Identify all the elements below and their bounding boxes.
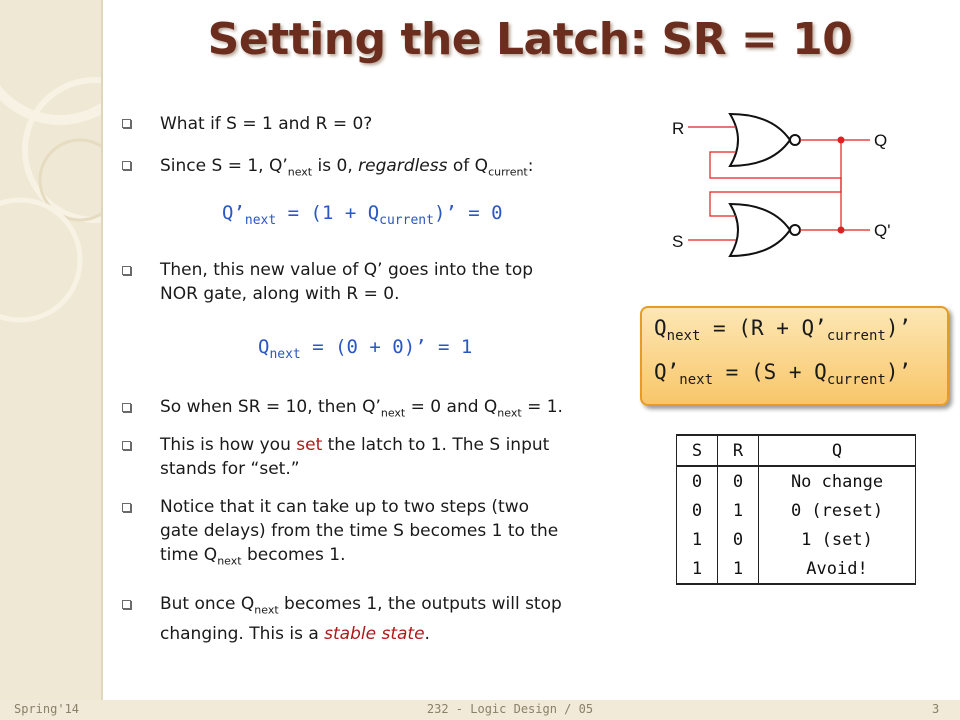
table-row (677, 525, 916, 554)
bullet-marker (122, 441, 131, 453)
sr-truth-table (676, 434, 916, 585)
cell-s: 1 (677, 554, 718, 584)
nor-bubble-top (790, 135, 800, 145)
cell-q: Avoid! (759, 554, 916, 584)
footer-course: 232 - Logic Design / 05 (426, 702, 594, 716)
bullet-text: So when SR = 10, then $Q’_{next} = 0$ and $Q_{next} = 1$. (160, 397, 563, 420)
bullet-marker (122, 266, 131, 278)
equation-q-next: $Q_{next} = (0 + 0)$’ = 1 (258, 336, 473, 362)
label-q-prime: Q' (874, 221, 891, 240)
slide-number: 3 (932, 702, 940, 716)
header-r: R (718, 435, 759, 466)
formula-box (640, 306, 949, 406)
bullet-marker (122, 600, 131, 612)
cell-r: 0 (718, 525, 759, 554)
bullet-text: What if S = 1 and R = 0? (160, 114, 373, 134)
bullet-text: This is how you set the latch to 1. The S input stands for “set.” (160, 435, 550, 479)
cell-q: 1 (set) (759, 525, 916, 554)
bullet-marker (122, 503, 131, 515)
bullet-marker (122, 403, 131, 415)
bullet-marker (122, 161, 131, 173)
header-s: S (677, 435, 718, 466)
junction-bottom (838, 227, 845, 234)
bullet-marker (122, 119, 131, 131)
sr-latch-circuit (660, 100, 930, 270)
formula-q-next: $Q_{next} = (R$ + $Q’_{current}$)’ (654, 316, 912, 345)
label-r: R (672, 119, 685, 138)
circuit-wires (688, 127, 870, 240)
sidebar-divider (101, 0, 103, 700)
cell-s: 1 (677, 525, 718, 554)
cell-s: 0 (677, 496, 718, 525)
table-row (677, 496, 916, 525)
table-header-row (677, 435, 916, 466)
cell-r: 1 (718, 496, 759, 525)
table-row (677, 554, 916, 584)
cell-s: 0 (677, 466, 718, 496)
bullet-text: Since S = 1, $Q’_{next}$ is 0, regardless of $Q_{current}$: (160, 156, 534, 179)
table-row (677, 466, 916, 496)
slide-title: Setting the Latch: SR = 10 (207, 14, 853, 65)
decorative-sidebar (0, 0, 101, 720)
footer-term: Spring'14 (14, 702, 80, 716)
bullet-text: Then, this new value of Q’ goes into the top NOR gate, along with R = 0. (160, 260, 534, 304)
label-s: S (672, 232, 684, 251)
bullet-text: Notice that it can take up to two steps (two gate delays) from the time S becomes 1 to the time $Q_{next}$ becomes 1. (160, 497, 559, 568)
nor-gate-top (730, 114, 790, 166)
cell-q: 0 (reset) (759, 496, 916, 525)
junction-top (838, 137, 845, 144)
label-q: Q (874, 131, 888, 150)
cell-r: 1 (718, 554, 759, 584)
header-q: Q (759, 435, 916, 466)
cell-q: No change (759, 466, 916, 496)
nor-gate-bottom (730, 204, 790, 256)
decorative-circles (0, 0, 101, 720)
equation-qprime-next: $Q’_{next} = (1 + Q_{current})$’ = 0 (222, 202, 503, 228)
nor-bubble-bottom (790, 225, 800, 235)
formula-qprime-next: $Q’_{next} = (S + Q_{current})$’ (654, 360, 912, 389)
bullet-text: But once $Q_{next}$ becomes 1, the outputs will stop changing. This is a stable state. (160, 594, 562, 645)
cell-r: 0 (718, 466, 759, 496)
